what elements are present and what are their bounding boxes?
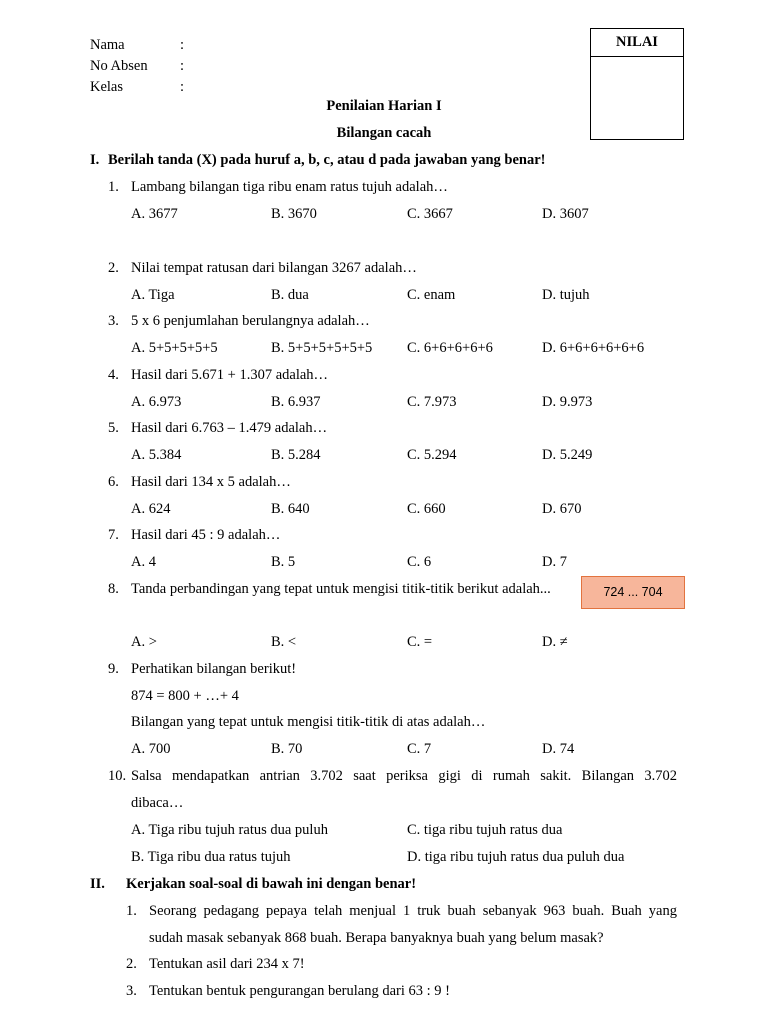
option-a: A. 6.973 xyxy=(131,394,182,410)
question-text: Seorang pedagang pepaya telah menjual 1 truk buah sebanyak 963 buah. Buah yang xyxy=(149,903,677,919)
option-a: A. 700 xyxy=(131,741,171,757)
option-d: D. ≠ xyxy=(542,634,568,650)
option-c: C. 3667 xyxy=(407,206,453,222)
option-c: C. 6+6+6+6+6 xyxy=(407,340,493,356)
page-subtitle: Bilangan cacah xyxy=(336,125,432,141)
option-d: D. tiga ribu tujuh ratus dua puluh dua xyxy=(407,849,625,865)
question-text: Tanda perbandingan yang tepat untuk mengisi titik-titik berikut adalah... xyxy=(131,581,551,597)
question-text: Hasil dari 45 : 9 adalah… xyxy=(131,527,281,543)
section-2-instruction: Kerjakan soal-soal di bawah ini dengan benar! xyxy=(126,876,417,892)
field-label-nama: Nama xyxy=(90,37,125,53)
option-d: D. 6+6+6+6+6+6 xyxy=(542,340,645,356)
field-label-no-absen: No Absen xyxy=(90,58,148,74)
option-c: C. 660 xyxy=(407,501,446,517)
option-b: B. 5 xyxy=(271,554,296,570)
field-label-kelas: Kelas xyxy=(90,79,124,95)
option-a: A. 624 xyxy=(131,501,171,517)
option-b: B. 640 xyxy=(271,501,310,517)
question-number: 1. xyxy=(126,903,137,919)
option-b: B. < xyxy=(271,634,297,650)
question-text: Nilai tempat ratusan dari bilangan 3267 adalah… xyxy=(131,260,417,276)
question-text: Lambang bilangan tiga ribu enam ratus tujuh adalah… xyxy=(131,179,448,195)
comparison-box: 724 ... 704 xyxy=(581,576,685,609)
option-c: C. = xyxy=(407,634,433,650)
option-b: B. 6.937 xyxy=(271,394,321,410)
option-a: A. > xyxy=(131,634,157,650)
option-b: B. 5+5+5+5+5+5 xyxy=(271,340,373,356)
option-a: A. Tiga xyxy=(131,287,175,303)
option-d: D. tujuh xyxy=(542,287,590,303)
option-b: B. 70 xyxy=(271,741,303,757)
option-a: A. 5+5+5+5+5 xyxy=(131,340,218,356)
question-text: 5 x 6 penjumlahan berulangnya adalah… xyxy=(131,313,370,329)
question-text: Hasil dari 6.763 – 1.479 adalah… xyxy=(131,420,328,436)
option-d: D. 3607 xyxy=(542,206,589,222)
question-text: Salsa mendapatkan antrian 3.702 saat periksa gigi di rumah sakit. Bilangan 3.702 xyxy=(131,768,677,784)
question-text: Perhatikan bilangan berikut! xyxy=(131,661,297,677)
field-colon: : xyxy=(180,37,185,53)
option-c: C. 5.294 xyxy=(407,447,457,463)
option-c: C. 7 xyxy=(407,741,432,757)
question-text-cont: sudah masak sebanyak 868 buah. Berapa banyaknya buah yang belum masak? xyxy=(149,930,604,946)
option-d: D. 670 xyxy=(542,501,582,517)
question-number: 6. xyxy=(108,474,119,490)
option-b: B. 5.284 xyxy=(271,447,321,463)
section-2-numeral: II. xyxy=(90,876,105,892)
question-subtext: Bilangan yang tepat untuk mengisi titik-titik di atas adalah… xyxy=(131,714,486,730)
option-c: C. 6 xyxy=(407,554,432,570)
question-equation: 874 = 800 + …+ 4 xyxy=(131,688,239,704)
question-number: 5. xyxy=(108,420,119,436)
question-number: 4. xyxy=(108,367,119,383)
question-text-cont: dibaca… xyxy=(131,795,184,811)
page-title: Penilaian Harian I xyxy=(326,98,442,114)
question-number: 3. xyxy=(126,983,137,999)
question-text: Tentukan asil dari 234 x 7! xyxy=(149,956,305,972)
option-a: A. Tiga ribu tujuh ratus dua puluh xyxy=(131,822,328,838)
nilai-score-box xyxy=(590,28,684,140)
field-colon: : xyxy=(180,79,185,95)
question-text: Hasil dari 5.671 + 1.307 adalah… xyxy=(131,367,329,383)
section-1-numeral: I. xyxy=(90,152,100,168)
nilai-label: NILAI xyxy=(591,29,683,57)
question-text: Tentukan bentuk pengurangan berulang dari 63 : 9 ! xyxy=(149,983,450,999)
question-number: 7. xyxy=(108,527,119,543)
option-c: C. 7.973 xyxy=(407,394,457,410)
option-d: D. 7 xyxy=(542,554,567,570)
question-number: 1. xyxy=(108,179,119,195)
field-colon: : xyxy=(180,58,185,74)
option-b: B. dua xyxy=(271,287,309,303)
question-number: 3. xyxy=(108,313,119,329)
option-b: B. 3670 xyxy=(271,206,317,222)
option-d: D. 9.973 xyxy=(542,394,593,410)
question-text: Hasil dari 134 x 5 adalah… xyxy=(131,474,291,490)
option-a: A. 4 xyxy=(131,554,156,570)
option-c: C. enam xyxy=(407,287,456,303)
question-number: 2. xyxy=(126,956,137,972)
question-number: 10. xyxy=(108,768,127,784)
question-number: 8. xyxy=(108,581,119,597)
question-number: 9. xyxy=(108,661,119,677)
option-d: D. 74 xyxy=(542,741,575,757)
option-a: A. 5.384 xyxy=(131,447,182,463)
section-1-instruction: Berilah tanda (X) pada huruf a, b, c, atau d pada jawaban yang benar! xyxy=(108,152,546,168)
option-a: A. 3677 xyxy=(131,206,178,222)
option-b: B. Tiga ribu dua ratus tujuh xyxy=(131,849,291,865)
option-d: D. 5.249 xyxy=(542,447,593,463)
question-number: 2. xyxy=(108,260,119,276)
option-c: C. tiga ribu tujuh ratus dua xyxy=(407,822,563,838)
